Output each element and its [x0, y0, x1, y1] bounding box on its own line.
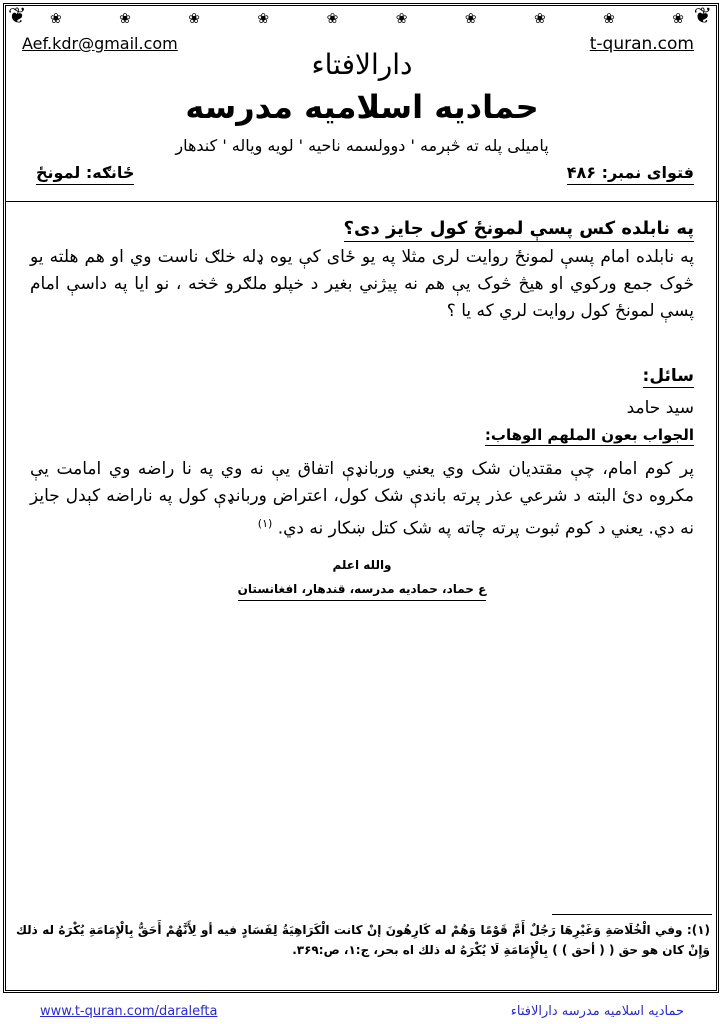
- address-line: پامیلی پله ته څېرمه ' دوولسمه ناحیه ' لویه ویاله ' کندهار: [175, 136, 549, 155]
- website-link[interactable]: t-quran.com: [589, 34, 694, 54]
- dar-al-ifta-title: دارالافتاء: [311, 48, 413, 81]
- footer-link[interactable]: www.t-quran.com/daralefta: [40, 1004, 218, 1019]
- answer-label: الجواب بعون الملهم الوهاب:: [484, 426, 694, 444]
- question-title: په نابلده کس پسې لمونځ کول جایز دی؟: [344, 218, 694, 242]
- corner-ornament-icon: ❦: [693, 4, 712, 29]
- signature-block: [0, 558, 724, 601]
- footnote-ref: (۱): [257, 517, 273, 530]
- email-address[interactable]: Aef.kdr@gmail.com: [22, 34, 178, 53]
- asker-label: سائل:: [642, 366, 694, 386]
- closing-phrase: والله اعلم: [332, 558, 392, 572]
- topic-label: ځانګه: لمونځ: [36, 163, 134, 185]
- question-text: په نابلده امام پسې لمونځ روایت لری مثلا په یو ځای کې یوه ډله خلګ ناست وي او هم هلته یو څوک جمع ورکوي او هیڅ څوک یې هم نه پیژني بغیر د خپلو ملګرو څخه ، نو ایا په داسې امام پسې لمونځ کول روایت لري که یا ؟: [30, 247, 694, 321]
- madrasa-title: حمادیه اسلامیه مدرسه: [185, 88, 539, 126]
- border-ornament-icon: ❀ ❀ ❀ ❀ ❀ ❀ ❀ ❀ ❀ ❀: [50, 11, 686, 27]
- asker-name: سید حامد: [626, 398, 694, 418]
- fatwa-number: فتوای نمبر: ۴۸۶: [567, 163, 694, 185]
- footnote-divider: [552, 914, 712, 915]
- footnote-text: (۱): وفي الْخُلَاصَةِ وَغَيْرِهَا رَجُلٌ أَمَّ قَوْمًا وَهُمْ له كَارِهُونَ إنْ كانت الْكَرَاهِيَةُ لِفَسَادٍ فيه أو لِأَنَّهُمْ أَحَقُّ بِالْإِمَامَةِ يُكْرَهُ له ذلك وَإِنْ كان هو حق ( ( أحق ) ) بِالْإِمَامَةِ لَا يُكْرَهُ له ذلك اه بحر، ج:۱، ص:۳۶۹.: [16, 923, 710, 957]
- header-divider: [6, 201, 718, 202]
- signature-line: ع حماد، حمادیه مدرسه، قندهار، افغانستان: [238, 582, 487, 601]
- corner-ornament-icon: ❦: [8, 4, 27, 29]
- answer-block: [30, 456, 694, 543]
- footer-name: حمادیه اسلامیه مدرسه دارالافتاء: [510, 1004, 684, 1019]
- answer-text: پر کوم امام، چې مقتدیان شک وي یعني وربانډې اتفاق یې نه وي په نا راضه وي امامت یې مکروه دئ البته د شرعي عذر پرته باندې شک کول، اعتراض وربانډې کول په ناراضه کېدل جایز نه دي. یعني د کوم ثبوت پرته چاته په شک کتل ښکار نه دي.: [30, 459, 694, 539]
